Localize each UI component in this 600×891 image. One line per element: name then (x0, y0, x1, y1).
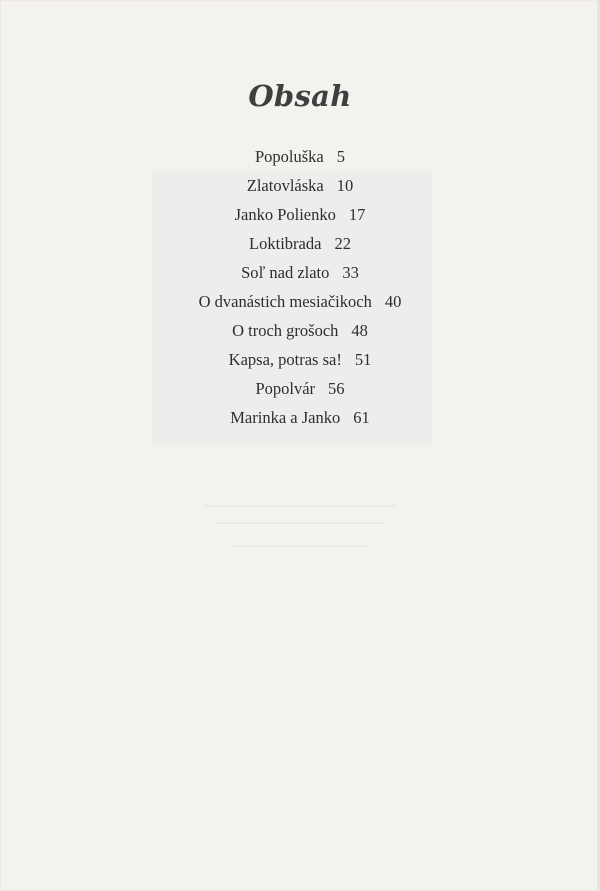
toc-entry (0, 345, 600, 374)
toc-entry-title: Soľ nad zlato (241, 263, 330, 282)
toc-entry-page-number: 33 (342, 263, 359, 282)
toc-entry (0, 171, 600, 200)
toc-entry-title: Popoluška (254, 147, 324, 166)
bleed-through-line (232, 545, 368, 547)
toc-entry-page-number: 17 (348, 205, 366, 224)
toc-entry-title: O troch grošoch (232, 321, 339, 340)
toc-entry-title: Popolvár (255, 379, 316, 398)
toc-entry-page-number: 40 (384, 292, 402, 311)
table-of-contents (0, 142, 600, 432)
toc-entry-page-number: 5 (336, 147, 345, 166)
toc-entry-page-number: 56 (328, 379, 345, 398)
toc-entry-page-number: 61 (353, 408, 370, 427)
toc-entry (0, 374, 600, 403)
toc-entry-page-number: 48 (351, 321, 368, 340)
toc-entry-title: Zlatovláska (246, 176, 324, 195)
bleed-through-line (205, 505, 395, 507)
toc-entry-title: Loktibrada (249, 234, 322, 253)
toc-entry-title: Kapsa, potras sa! (228, 350, 342, 369)
toc-entry-title: O dvanástich mesiačikoch (198, 292, 372, 311)
toc-entry-title: Marinka a Janko (230, 408, 341, 427)
toc-entry (0, 258, 600, 287)
toc-entry (0, 316, 600, 345)
toc-entry (0, 403, 600, 432)
toc-entry (0, 229, 600, 258)
toc-entry (0, 200, 600, 229)
bleed-through-line (215, 522, 385, 524)
toc-entry-page-number: 51 (354, 350, 372, 369)
toc-entry-page-number: 10 (336, 176, 354, 195)
page-title: Obsah (248, 79, 352, 114)
toc-entry-page-number: 22 (334, 234, 351, 253)
toc-entry-title: Janko Polienko (234, 205, 336, 224)
toc-entry (0, 287, 600, 316)
toc-entry (0, 142, 600, 171)
